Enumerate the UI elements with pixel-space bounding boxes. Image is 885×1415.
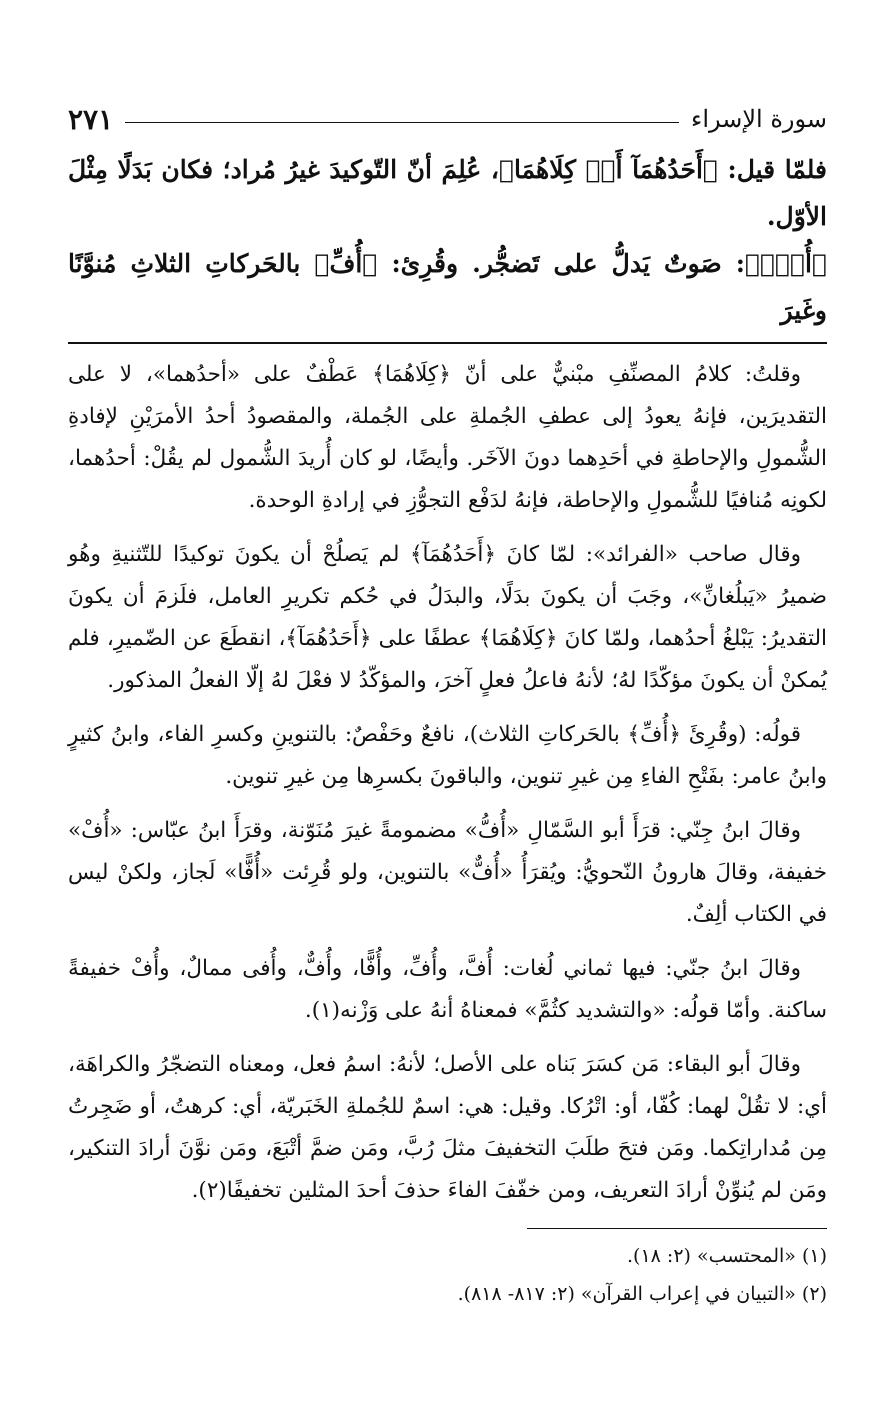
footnote-divider	[527, 1228, 827, 1229]
paragraph: وقالَ أبو البقاء: مَن كسَرَ بَناه على الأصل؛ لأنهُ: اسمُ فعل، ومعناه التضجّرُ والكراهَة، أي: لا تقُلْ لهما: كُفّا، أو: اتْرُكا. وقيل: هي: اسمٌ للجُملةِ الخَبَريّة، أي: كرهتُ، أو ضَجِرتُ مِن مُداراتِكما. ومَن فتحَ طلَبَ التخفيفَ مثلَ رُبَّ، ومَن ضمَّ أتْبَعَ، ومَن نوَّنَ أرادَ التنكير، ومَن لم يُنوِّنْ أرادَ التعريف، ومن خفّفَ الفاءَ حذفَ أحدَ المثلين تخفيفًا(٢).	[68, 1052, 827, 1203]
main-text	[68, 146, 827, 334]
footnote: (١) «المحتسب» (٢: ١٨).	[627, 1245, 827, 1267]
footnote: (٢) «التبيان في إعراب القرآن» (٢: ٨١٧- ٨١٨).	[457, 1283, 827, 1305]
paragraph: قولُه: (وقُرِئَ ﴿أُفِّ﴾ بالحَركاتِ الثلاث)، نافعٌ وحَفْصٌ: بالتنوينِ وكسرِ الفاء، وابنُ كثيرٍ وابنُ عامر: بفَتْحِ الفاءِ مِن غيرِ تنوين، والباقونَ بكسرِها مِن غيرِ تنوين.	[68, 722, 827, 789]
header-rule	[125, 122, 679, 123]
footnotes	[68, 1237, 827, 1313]
gloss-body	[68, 354, 827, 1212]
paragraph: وقال صاحب «الفرائد»: لمّا كانَ ﴿أَحَدُهُمَآ﴾ لم يَصلُحْ أن يكونَ توكيدًا للتّثنيةِ وهُو ضميرُ «يَبلُغانِّ»، وجَبَ أن يكونَ بدَلًا، والبدَلُ في حُكم تكريرِ العامل، فلَزمَ أن يكونَ التقديرُ: يَبْلغُ أحدُهما، ولمّا كانَ ﴿كِلَاهُمَا﴾ عطفًا على ﴿أَحَدُهُمَآ﴾، انقطَعَ عن الضّميرِ، فلم يُمكنْ أن يكونَ مؤكّدًا لهُ؛ لأنهُ فاعلُ فعلٍ آخرَ، والمؤكّدُ لا فعْلَ لهُ إلّا الفعلُ المذكور.	[68, 542, 827, 693]
main-text-line: فلمّا قيل: ﴿أَحَدُهُمَآ أَوۡ كِلَاهُمَا﴾، عُلِمَ أنّ التّوكيدَ غيرُ مُراد؛ فكان بَدَلًا مِثْلَ الأوّل.	[68, 155, 827, 231]
page-header	[68, 98, 827, 140]
page-number: ٢٧١	[68, 102, 114, 136]
paragraph: وقالَ ابنُ جِنّي: قرَأَ أبو السَّمّالِ «أُفُّ» مضمومةً غيرَ مُنَوّنة، وقرَأَ ابنُ عبّاس: «أُفْ» خفيفة، وقالَ هارونُ النّحويُّ: ويُقرَأُ «أُفٌّ» بالتنوين، ولو قُرِئت «أُفًّا» لَجاز، ولكنْ ليس في الكتاب ألِفٌ.	[68, 818, 827, 927]
main-text-line: ﴿أُفّٖ﴾: صَوتٌ يَدلُّ على تَضجُّر. وقُرِئ: ﴿أُفِّ﴾ بالحَركاتِ الثلاثِ مُنوَّنًا وغَيرَ	[68, 249, 827, 325]
paragraph: وقلتُ: كلامُ المصنِّفِ مبْنيٌّ على أنّ ﴿كِلَاهُمَا﴾ عَطْفٌ على «أحدُهما»، لا على التقديرَين، فإنهُ يعودُ إلى عطفِ الجُملةِ على الجُملة، والمقصودُ أحدُ الأمرَيْنِ لإفادةِ الشُّمولِ والإحاطةِ في أحَدِهما دونَ الآخَر. وأيضًا، لو كان أُريدَ الشُّمول لم يقُلْ: أحدُهما، لكونِه مُنافيًا للشُّمولِ والإحاطة، فإنهُ لدَفْع التجوُّزِ في إرادةِ الوحدة.	[68, 362, 827, 513]
running-title: سورة الإسراء	[691, 105, 827, 133]
section-divider	[68, 342, 827, 344]
paragraph: وقالَ ابنُ جنّي: فيها ثماني لُغات: أُفَّ، وأُفِّ، وأُفًّا، وأُفٌّ، وأُفى ممالٌ، وأُفْ خفيفةً ساكنة. وأمّا قولُه: «والتشديد كثُمَّ» فمعناهُ أنهُ على وَزْنه(١).	[68, 956, 827, 1023]
